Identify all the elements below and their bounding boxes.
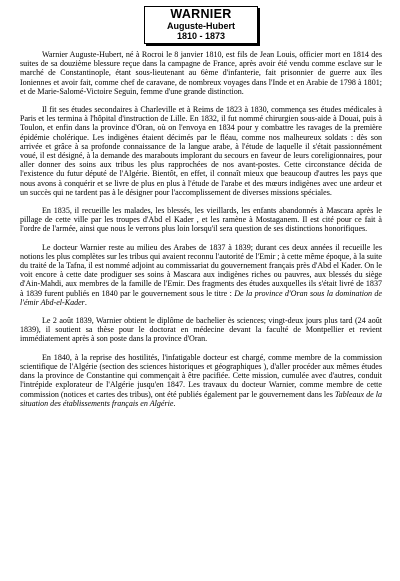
paragraph-doctorate [20,316,382,344]
subtitle-first-names: Auguste-Hubert [167,21,235,31]
paragraph-mascara [20,206,382,234]
paragraph-tail: . [84,297,87,307]
paragraph-text: En 1835, il recueille les malades, les blessés, les vieillards, les enfants abandonnés à Mascara après le pillage de cette ville par les troupes d'Abd el Kader , et les ramène à Mostaganem. Il est cité pour ce fait à l'ordre de l'armée, ainsi que nous le verrons plus loin lorsqu'il sera question de ses distinctions honorifiques. [20,206,382,234]
paragraph-arabs [20,243,382,307]
paragraph-commission [20,353,382,408]
paragraph-birth [20,50,382,96]
paragraph-studies [20,105,382,197]
italic-title-oran: De la province d'Oran sous la domination de l'émir Abd-el-Kader [20,288,382,307]
italic-title-tableaux: Tableaux de la situation des établissements français en Algérie [20,389,382,408]
paragraph-text: Warnier Auguste-Hubert, né à Rocroi le 8 janvier 1810, est fils de Jean Louis, officier mort en 1814 des suites de sa douzième blessure reçue dans la campagne de France, après avoir été vendu comme esclave sur le marché de Constantinople, étant sous-lieutenant au 6ème d'infanterie, fait prisonnier de guerre aux îles Ioniennes et avoir fait, comme chef de caravane, de nombreux voyages dans l'Inde et en Arabie de 1798 à 1801; et de Marie-Salomé-Victoire Seguin, femme d'une grande distinction. [20,50,382,96]
title-box [144,6,258,44]
paragraph-text: Il fit ses études secondaires à Charleville et à Reims de 1823 à 1830, commença ses études médicales à Paris et les termina à l'hôpital d'instruction de Lille. En 1832, il fut nommé chirurgien sous-aide à Douai, puis à Toulon, et enfin dans la province d'Oran, où on l'envoya en 1834 pour y combattre les ravages de la première épidémie cholérique. Les indigènes étaient décimés par le fléau, comme nos malheureux soldats : dès son arrivée et grâce à sa profonde connaissance de la langue arabe, à l'étude de laquelle il s'était passionnément voué, il est désigné, à la demande des marabouts implorant du secours en faveur de leurs coreligionnaires, pour aller donner des soins aux tribus les plus rapprochées de nos avant-postes. Cette circonstance décida de l'existence du futur député de l'Algérie. Bientôt, en effet, il connaît mieux que beaucoup d'autres les pays que nous avons à conquérir et se livre de plus en plus à l'étude de l'arabe et des mœurs indigènes avec une ardeur et un succès qui ne tardent pas à le désigner pour l'accomplissement de diverses missions spéciales. [20,105,382,197]
paragraph-text: Le docteur Warnier reste au milieu des Arabes de 1837 à 1839; durant ces deux années il recueille les notions les plus complètes sur les tribus qui avaient reconnu l'autorité de l'Emir ; à cette même époque, à la suite du traité de la Tafna, il est nommé adjoint au commissariat du gouvernement français près d'Abd el Kader. On le voit encore à cette date prodiguer ses soins à Mascara aux indigènes riches ou pauvres, aux blessés du siège d'Ain-Mahdi, aux membres de la famille de l'Emir. Des fragments des études auxquelles ils s'était livré de 1837 à 1839 furent publiés en 1840 par le gouvernement sous le titre : [20,242,382,298]
paragraph-text: En 1840, à la reprise des hostilités, l'infatigable docteur est chargé, comme membre de la commission scientifique de l'Algérie (section des sciences historiques et géographiques ), d'aller procéder aux mêmes études dans la province de Constantine qui commençait à être pacifiée. Cette mission, cumulée avec d'autres, conduit l'intrépide explorateur de l'Algérie jusqu'en 1847. Les travaux du docteur Warnier, comme membre de cette commission (notices et cartes des tribus), ont été publiés également par le gouvernement dans les [20,352,382,399]
paragraph-text: Le 2 août 1839, Warnier obtient le diplôme de bachelier ès sciences; vingt-deux jours plus tard (24 août 1839), il soutient sa thèse pour le doctorat en médecine devant la faculté de Montpellier et revient immédiatement après à son poste dans la province d'Oran. [20,316,382,344]
subtitle-years: 1810 - 1873 [176,31,226,41]
paragraph-tail: . [173,398,176,408]
page-title: WARNIER [170,7,232,21]
